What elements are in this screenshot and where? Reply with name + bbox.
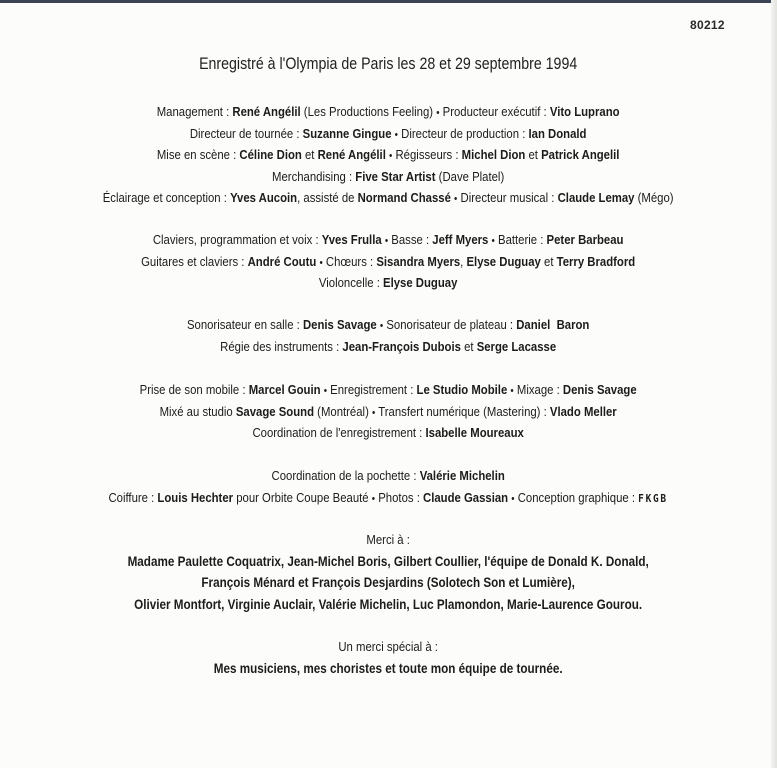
special-thanks-line: Mes musiciens, mes choristes et toute mon équipe de tournée. <box>213 660 563 676</box>
thanks-line: Madame Paulette Coquatrix, Jean-Michel Boris, Gilbert Coullier, l'équipe de Donald K. Donald, <box>127 553 649 569</box>
credit-line-keyboards: Claviers, programmation et voix : Yves Frulla • Basse : Jeff Myers • Batterie : Peter Barbeau <box>152 232 624 247</box>
design-studio-logo: FKGB <box>638 491 668 505</box>
catalog-number: 80212 <box>690 18 725 32</box>
production-credits <box>0 101 777 209</box>
credit-line-hair-photos-design: Coiffure : Louis Hechter pour Orbite Coupe Beauté • Photos : Claude Gassian • Conception graphique : FKGB <box>108 489 668 505</box>
bullet-separator: • <box>379 320 384 332</box>
bullet-separator: • <box>371 492 376 505</box>
credit-line-sound: Sonorisateur en salle : Denis Savage • Sonorisateur de plateau : Daniel Baron <box>186 317 590 332</box>
bullet-separator: • <box>436 107 440 119</box>
credit-line-staging: Mise en scène : Céline Dion et René Angélil • Régisseurs : Michel Dion et Patrick Angelil <box>156 147 620 162</box>
thanks-label: Merci à : <box>366 532 410 547</box>
bullet-separator: • <box>511 492 515 505</box>
special-thanks-section <box>0 636 777 679</box>
credit-line-mobile-recording: Prise de son mobile : Marcel Gouin • Enregistrement : Le Studio Mobile • Mixage : Denis Savage <box>139 382 637 397</box>
bullet-separator: • <box>389 150 393 162</box>
sleeve-credits <box>0 465 777 508</box>
bullet-separator: • <box>394 128 398 141</box>
thanks-line: François Ménard et François Desjardins (Solotech Son et Lumière), <box>201 575 575 590</box>
bullet-separator: • <box>454 193 458 205</box>
credit-line-tour-director: Directeur de tournée : Suzanne Gingue • Directeur de production : Ian Donald <box>189 125 587 141</box>
credit-line-instruments: Régie des instruments : Jean-François Dubois et Serge Lacasse <box>220 338 557 354</box>
recording-credits <box>0 379 777 444</box>
credit-line-recording-coordination: Coordination de l'enregistrement : Isabelle Moureaux <box>252 425 524 440</box>
credit-line-cello: Violoncelle : Elyse Duguay <box>318 275 458 290</box>
top-edge-shadow <box>0 0 777 3</box>
thanks-line: Olivier Montfort, Virginie Auclair, Valérie Michelin, Luc Plamondon, Marie-Laurence Gourou. <box>134 596 643 612</box>
thanks-section <box>0 529 777 615</box>
credit-line-management: Management : René Angélil (Les Productions Feeling) • Producteur exécutif : Vito Luprano <box>156 104 620 119</box>
special-thanks-label: Un merci spécial à : <box>338 639 438 654</box>
bullet-separator: • <box>323 385 328 397</box>
bullet-separator: • <box>384 235 389 247</box>
bullet-separator: • <box>319 256 323 269</box>
recording-title: Enregistré à l'Olympia de Paris les 28 et 29 septembre 1994 <box>199 55 578 73</box>
musician-credits <box>0 229 777 294</box>
bullet-separator: • <box>371 406 376 419</box>
sound-credits <box>0 314 777 357</box>
credit-line-merchandising: Merchandising : Five Star Artist (Dave Platel) <box>272 168 505 184</box>
credit-line-lighting: Éclairage et conception : Yves Aucoin, assisté de Normand Chassé • Directeur musical : Claude Lemay (Mégo) <box>102 190 674 205</box>
credit-line-sleeve-coordination: Coordination de la pochette : Valérie Michelin <box>271 468 505 483</box>
credit-line-mixing-studio: Mixé au studio Savage Sound (Montréal) • Transfert numérique (Mastering) : Vlado Meller <box>159 403 617 419</box>
bullet-separator: • <box>510 385 514 397</box>
bullet-separator: • <box>491 235 495 247</box>
credit-line-guitars: Guitares et claviers : André Coutu • Chœurs : Sisandra Myers, Elyse Duguay et Terry Bradford <box>141 253 636 269</box>
